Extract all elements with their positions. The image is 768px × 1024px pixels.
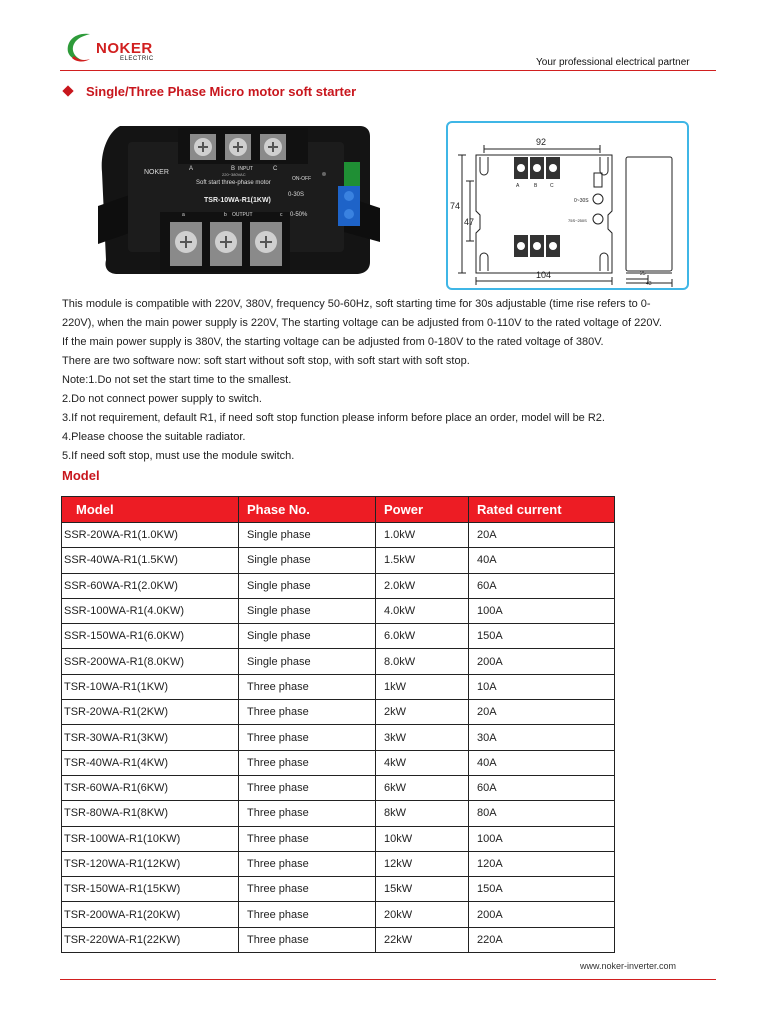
dim-bottom: 104 — [536, 270, 552, 280]
cell-current: 60A — [469, 573, 615, 598]
photo-brand-label: NOKER — [144, 169, 169, 176]
dim-side-inner: 25 — [640, 271, 646, 277]
photo-input-label: INPUT — [238, 166, 253, 172]
cell-power: 8kW — [376, 801, 469, 826]
cell-model: SSR-40WA-R1(1.5KW) — [62, 548, 239, 573]
cell-model: TSR-220WA-R1(22KW) — [62, 927, 239, 952]
cell-current: 60A — [469, 775, 615, 800]
table-row — [62, 598, 615, 623]
footer-divider — [60, 979, 716, 980]
table-row — [62, 877, 615, 902]
cell-current: 30A — [469, 725, 615, 750]
cell-current: 200A — [469, 649, 615, 674]
col-header-phase: Phase No. — [239, 497, 376, 523]
cell-phase: Three phase — [239, 674, 376, 699]
cell-power: 3kW — [376, 725, 469, 750]
cell-phase: Single phase — [239, 523, 376, 548]
cell-phase: Three phase — [239, 801, 376, 826]
header-divider — [60, 70, 716, 71]
cell-model: TSR-150WA-R1(15KW) — [62, 877, 239, 902]
dim-left-inner: 47 — [464, 217, 475, 227]
table-row — [62, 523, 615, 548]
note-line: Note:1.Do not set the start time to the smallest. — [62, 374, 292, 386]
cell-power: 10kW — [376, 826, 469, 851]
photo-subtitle: Soft start three-phase motor — [196, 180, 271, 186]
cell-current: 40A — [469, 750, 615, 775]
terminal-label-b-in: B — [231, 166, 236, 172]
cell-power: 4.0kW — [376, 598, 469, 623]
cell-model: TSR-120WA-R1(12KW) — [62, 851, 239, 876]
cell-power: 15kW — [376, 877, 469, 902]
cell-model: TSR-80WA-R1(8KW) — [62, 801, 239, 826]
model-table-body — [62, 523, 615, 953]
cell-current: 100A — [469, 598, 615, 623]
drawing-terminal-b: B — [534, 183, 538, 189]
cell-model: TSR-60WA-R1(6KW) — [62, 775, 239, 800]
col-header-model: Model — [62, 497, 239, 523]
cell-phase: Three phase — [239, 700, 376, 725]
cell-phase: Three phase — [239, 725, 376, 750]
cell-phase: Single phase — [239, 649, 376, 674]
cell-phase: Single phase — [239, 548, 376, 573]
dimension-drawing-svg — [448, 123, 687, 288]
cell-power: 1.0kW — [376, 523, 469, 548]
cell-model: SSR-200WA-R1(8.0KW) — [62, 649, 239, 674]
cell-model: TSR-20WA-R1(2KW) — [62, 700, 239, 725]
table-row — [62, 902, 615, 927]
dim-side-outer: 43 — [646, 281, 652, 287]
description-line: There are two software now: soft start without soft stop, with soft start with soft stop. — [62, 355, 470, 367]
terminal-label-a-out: a — [182, 212, 185, 218]
footer-url: www.noker-inverter.com — [580, 961, 677, 971]
note-line: 3.If not requirement, default R1, if need soft stop function please inform before place an order, model will be R2. — [62, 412, 605, 424]
cell-power: 1kW — [376, 674, 469, 699]
cell-power: 6.0kW — [376, 624, 469, 649]
description-line: 220V), when the main power supply is 220V, The starting voltage can be adjusted from 0-110V to the rated voltage of 220V. — [62, 317, 662, 329]
cell-current: 200A — [469, 902, 615, 927]
cell-model: TSR-200WA-R1(20KW) — [62, 902, 239, 927]
col-header-current: Rated current — [469, 497, 615, 523]
cell-phase: Single phase — [239, 624, 376, 649]
brand-name: NOKER — [96, 40, 153, 57]
cell-model: SSR-60WA-R1(2.0KW) — [62, 573, 239, 598]
table-row — [62, 750, 615, 775]
cell-current: 150A — [469, 624, 615, 649]
terminal-label-b-out: b — [224, 212, 227, 218]
cell-model: TSR-100WA-R1(10KW) — [62, 826, 239, 851]
section-title — [64, 84, 356, 99]
table-row — [62, 674, 615, 699]
cell-model: TSR-40WA-R1(4KW) — [62, 750, 239, 775]
dim-top: 92 — [536, 137, 547, 147]
cell-power: 1.5kW — [376, 548, 469, 573]
cell-current: 20A — [469, 523, 615, 548]
cell-power: 8.0kW — [376, 649, 469, 674]
cell-power: 12kW — [376, 851, 469, 876]
photo-input-range: 220~380VAC — [222, 172, 246, 177]
table-row — [62, 826, 615, 851]
cell-current: 80A — [469, 801, 615, 826]
drawing-terminal-a: A — [516, 183, 520, 189]
cell-current: 40A — [469, 548, 615, 573]
note-line: 2.Do not connect power supply to switch. — [62, 393, 262, 405]
output-terminal-screws — [170, 222, 282, 266]
table-row — [62, 573, 615, 598]
cell-phase: Three phase — [239, 927, 376, 952]
diamond-bullet-icon — [62, 85, 73, 96]
cell-model: SSR-20WA-R1(1.0KW) — [62, 523, 239, 548]
table-row — [62, 700, 615, 725]
cell-phase: Single phase — [239, 598, 376, 623]
cell-model: SSR-100WA-R1(4.0KW) — [62, 598, 239, 623]
dimension-drawing — [446, 121, 689, 290]
cell-power: 4kW — [376, 750, 469, 775]
note-line: 5.If need soft stop, must use the module switch. — [62, 450, 295, 462]
tagline: Your professional electrical partner — [536, 57, 690, 68]
section-title-text: Single/Three Phase Micro motor soft starter — [86, 84, 357, 99]
cell-power: 20kW — [376, 902, 469, 927]
model-table — [61, 496, 615, 953]
table-row — [62, 927, 615, 952]
table-row — [62, 851, 615, 876]
product-photo — [98, 112, 380, 280]
photo-pot2-label: 0-50% — [290, 212, 308, 218]
cell-phase: Three phase — [239, 902, 376, 927]
cell-power: 6kW — [376, 775, 469, 800]
table-header-row — [62, 497, 615, 523]
model-heading: Model — [62, 468, 100, 483]
table-row — [62, 548, 615, 573]
terminal-label-a-in: A — [189, 166, 194, 172]
col-header-power: Power — [376, 497, 469, 523]
cell-model: SSR-150WA-R1(6.0KW) — [62, 624, 239, 649]
cell-phase: Three phase — [239, 877, 376, 902]
table-row — [62, 649, 615, 674]
cell-phase: Three phase — [239, 775, 376, 800]
status-led-icon — [322, 172, 326, 176]
photo-model-label: TSR-10WA-R1(1KW) — [204, 197, 271, 204]
input-terminal-screws — [190, 134, 286, 160]
cell-power: 2kW — [376, 700, 469, 725]
cell-current: 220A — [469, 927, 615, 952]
cell-phase: Single phase — [239, 573, 376, 598]
cell-current: 100A — [469, 826, 615, 851]
photo-pot1-label: 0-30S — [288, 192, 305, 198]
terminal-label-c-out: c — [280, 212, 283, 218]
description-line: If the main power supply is 380V, the starting voltage can be adjusted from 0-180V to the rated voltage of 380V. — [62, 336, 604, 348]
note-line: 4.Please choose the suitable radiator. — [62, 431, 246, 443]
cell-model: TSR-10WA-R1(1KW) — [62, 674, 239, 699]
drawing-pot1-label: 0~30S — [574, 198, 589, 204]
cell-phase: Three phase — [239, 851, 376, 876]
noker-logo-icon — [64, 28, 94, 64]
description-line: This module is compatible with 220V, 380V, frequency 50-60Hz, soft starting time for 30s adjustable (time rise refers to 0- — [62, 298, 651, 310]
table-row — [62, 775, 615, 800]
cell-phase: Three phase — [239, 826, 376, 851]
cell-current: 120A — [469, 851, 615, 876]
dim-left-outer: 74 — [450, 201, 461, 211]
cell-current: 20A — [469, 700, 615, 725]
cell-power: 2.0kW — [376, 573, 469, 598]
photo-switch-label: ON-OFF — [292, 176, 312, 182]
table-row — [62, 624, 615, 649]
green-connector-icon — [344, 162, 360, 186]
table-row — [62, 801, 615, 826]
brand-subtitle: ELECTRIC — [120, 56, 154, 62]
table-row — [62, 725, 615, 750]
cell-phase: Three phase — [239, 750, 376, 775]
terminal-label-c-in: C — [273, 166, 278, 172]
cell-current: 10A — [469, 674, 615, 699]
cell-current: 150A — [469, 877, 615, 902]
drawing-pot2-label: 75S~250S — [568, 218, 587, 223]
cell-power: 22kW — [376, 927, 469, 952]
description — [62, 295, 712, 466]
drawing-terminal-c: C — [550, 183, 554, 189]
photo-output-label: OUTPUT — [232, 212, 253, 218]
cell-model: TSR-30WA-R1(3KW) — [62, 725, 239, 750]
